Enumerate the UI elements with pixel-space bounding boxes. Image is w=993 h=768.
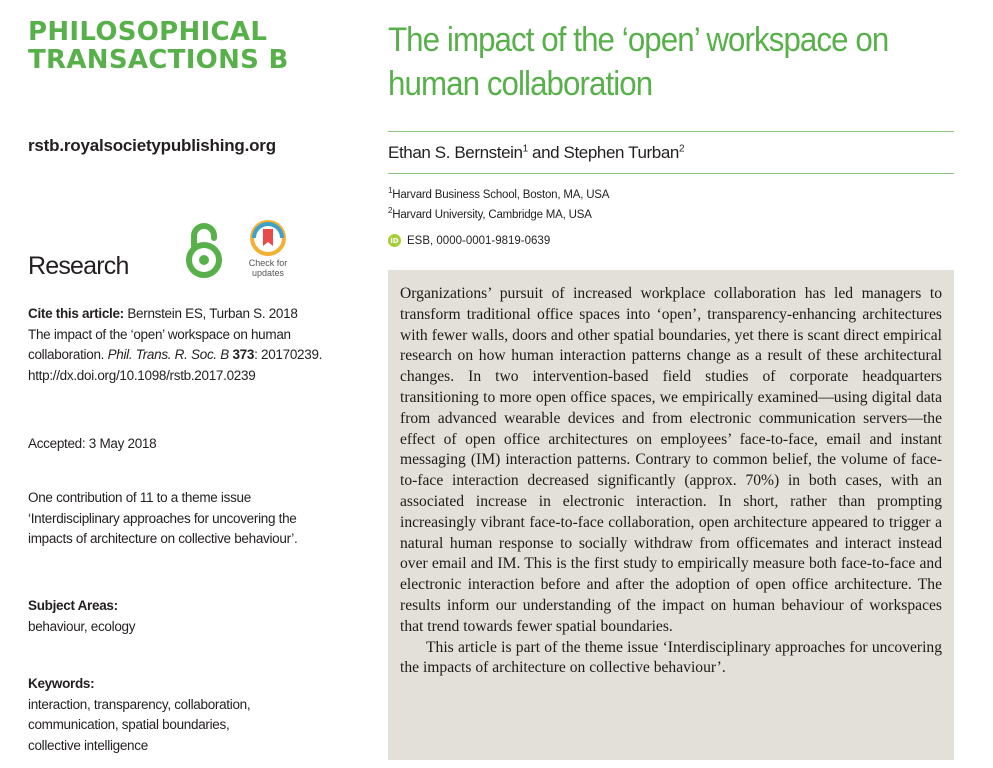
article-title (388, 18, 958, 106)
journal-website-link[interactable]: rstb.royalsocietypublishing.org (28, 136, 276, 155)
cite-text-1: Bernstein ES, Turban S. 2018 (123, 306, 298, 321)
affiliation-2-sup: 2 (388, 206, 393, 215)
keywords-line-3: collective intelligence (28, 737, 148, 753)
cite-volume: 373 (229, 347, 255, 362)
subject-value: behaviour, ecology (28, 618, 136, 634)
check-for-updates-line2: updates (251, 268, 285, 278)
subject-label: Subject Areas: (28, 598, 118, 613)
open-access-icon[interactable] (182, 220, 226, 280)
left-column (28, 17, 358, 753)
research-header (28, 206, 328, 286)
theme-line-1: One contribution of 11 to a theme issue (28, 490, 251, 505)
right-column (388, 18, 954, 677)
title-divider (388, 131, 954, 132)
check-for-updates-icon (250, 220, 286, 256)
abstract-body: Organizations’ pursuit of increased workplace collaboration has led managers to transform traditional office spaces into ‘open’, transparency-enhancing architectures with fewer walls, doors and other spatial boundaries, yet there is scant direct empirical research on how human interaction patterns change as a result of these architectural changes. In two intervention-based field studies of corporate headquarters transitioning to more open office spaces, we empirically examined—using digital data from advanced wearable devices and from electronic communication servers—the effect of open office architectures on employees’ face-to-face, email and instant messaging (IM) interaction patterns. Contrary to common belief, the volume of face-to-face interaction decreased significantly (approx. 70%) in both cases, with an associated increase in electronic interaction. In short, rather than prompting increasingly vibrant face-to-face collaboration, open architecture appeared to trigger a natural human response to socially withdraw from officemates and interact instead over email and IM. This is the first study to empirically measure both face-to-face and electronic interaction before and after the adoption of open office architecture. The results inform our understanding of the impact on human behaviour of workspaces that trend towards fewer spatial boundaries. (400, 285, 942, 635)
theme-line-2: ‘Interdisciplinary approaches for uncovering the (28, 510, 297, 526)
authors-divider (388, 173, 954, 174)
theme-line-3: impacts of architecture on collective behaviour’. (28, 531, 298, 546)
cite-journal-abbr: Phil. Trans. R. Soc. B (107, 347, 230, 362)
cite-article: : 20170239. (254, 347, 323, 362)
keywords-line-2: communication, spatial boundaries, (28, 717, 230, 732)
keywords-label: Keywords: (28, 676, 95, 691)
affiliation-1 (388, 186, 609, 201)
cite-doi-link[interactable]: http://dx.doi.org/10.1098/rstb.2017.0239 (28, 367, 256, 383)
cite-label: Cite this article: (28, 306, 124, 321)
section-label: Research (28, 252, 129, 280)
abstract-box (388, 270, 954, 760)
theme-issue-note (28, 488, 358, 550)
check-for-updates-line1: Check for (248, 258, 288, 268)
orcid-text: ESB, 0000-0001-9819-0639 (407, 234, 551, 247)
orcid[interactable] (388, 234, 550, 247)
check-for-updates-badge[interactable] (240, 220, 296, 278)
citation-block (28, 304, 358, 386)
affiliation-1-text: Harvard Business School, Boston, MA, USA (392, 188, 610, 201)
abstract-theme-note: This article is part of the theme issue ‘Interdisciplinary approaches for uncovering the impacts of architecture on collective behaviour’. (400, 638, 942, 677)
author-1: Ethan S. Bernstein (388, 143, 523, 162)
cite-text-3: collaboration. (28, 347, 108, 362)
cite-text-2: The impact of the ‘open’ workspace on human (28, 326, 291, 342)
keywords-line-1: interaction, transparency, collaboration, (28, 696, 251, 712)
authors (388, 143, 684, 163)
affiliation-1-sup: 1 (388, 186, 393, 195)
subject-areas (28, 596, 135, 637)
orcid-icon (388, 234, 401, 247)
author-1-sup: 1 (522, 143, 528, 155)
keywords (28, 674, 358, 756)
author-2: and Stephen Turban (527, 143, 679, 162)
title-line-1: The impact of the ‘open’ workspace on (388, 21, 889, 59)
author-2-sup: 2 (678, 143, 685, 155)
svg-text:iD: iD (390, 237, 399, 246)
journal-logo (28, 18, 358, 74)
affiliation-2 (388, 206, 592, 221)
accepted-date: Accepted: 3 May 2018 (28, 436, 157, 451)
journal-name-line2: TRANSACTIONS B (28, 45, 289, 75)
title-line-2: human collaboration (388, 65, 653, 103)
journal-name-line1: PHILOSOPHICAL (28, 17, 268, 47)
affiliation-2-text: Harvard University, Cambridge MA, USA (392, 208, 592, 221)
